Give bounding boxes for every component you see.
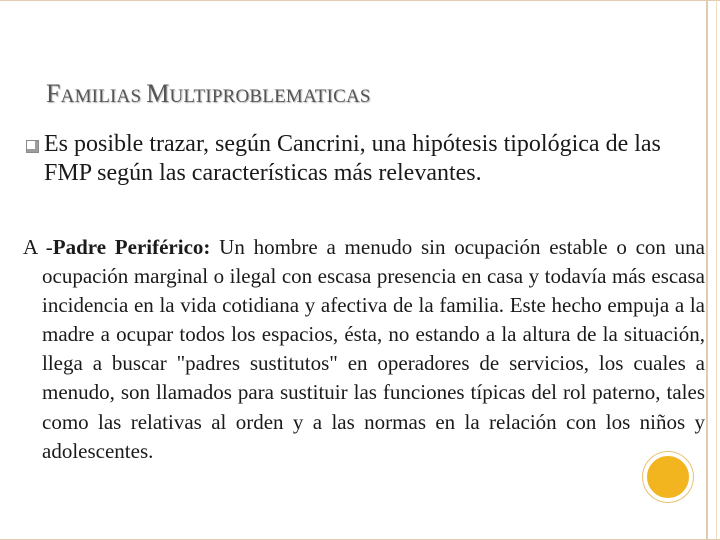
slide-title [46,73,371,110]
title-rest-2: ULTIPROBLEMATICAS [169,86,371,107]
bullet-text: Es posible trazar, según Cancrini, una hipótesis tipológica de las FMP según las características más relevantes. [44,131,661,186]
checkbox-bullet-icon [26,140,39,153]
paragraph-heading: Padre Periférico: [52,235,211,259]
title-initial-2: M [146,79,170,108]
frame-line-right-outer [716,0,717,540]
frame-line-right [706,0,708,540]
paragraph-body: Un hombre a menudo sin ocupación estable o con una ocupación marginal o ilegal con escasa presencia en casa y todavía más escasa incidencia en la vida cotidiana y afectiva de la familia. Este hecho empuja a la madre a ocupar todos los espacios, ésta, no estando a la altura de la situación, llega a buscar "padres sustitutos" en operadores de servicios, los cuales a menudo, son llamados para sustituir las funciones típicas del rol paterno, tales como las relativas al orden y a las normas en la relación con los niños y adolescentes. [42,235,706,463]
title-initial-1: F [46,79,61,108]
title-rest-1: AMILIAS [60,86,147,107]
bullet-item [26,130,686,188]
paragraph-lead: A - [23,235,53,259]
body-paragraph [23,233,705,466]
frame-line-top [0,0,720,1]
